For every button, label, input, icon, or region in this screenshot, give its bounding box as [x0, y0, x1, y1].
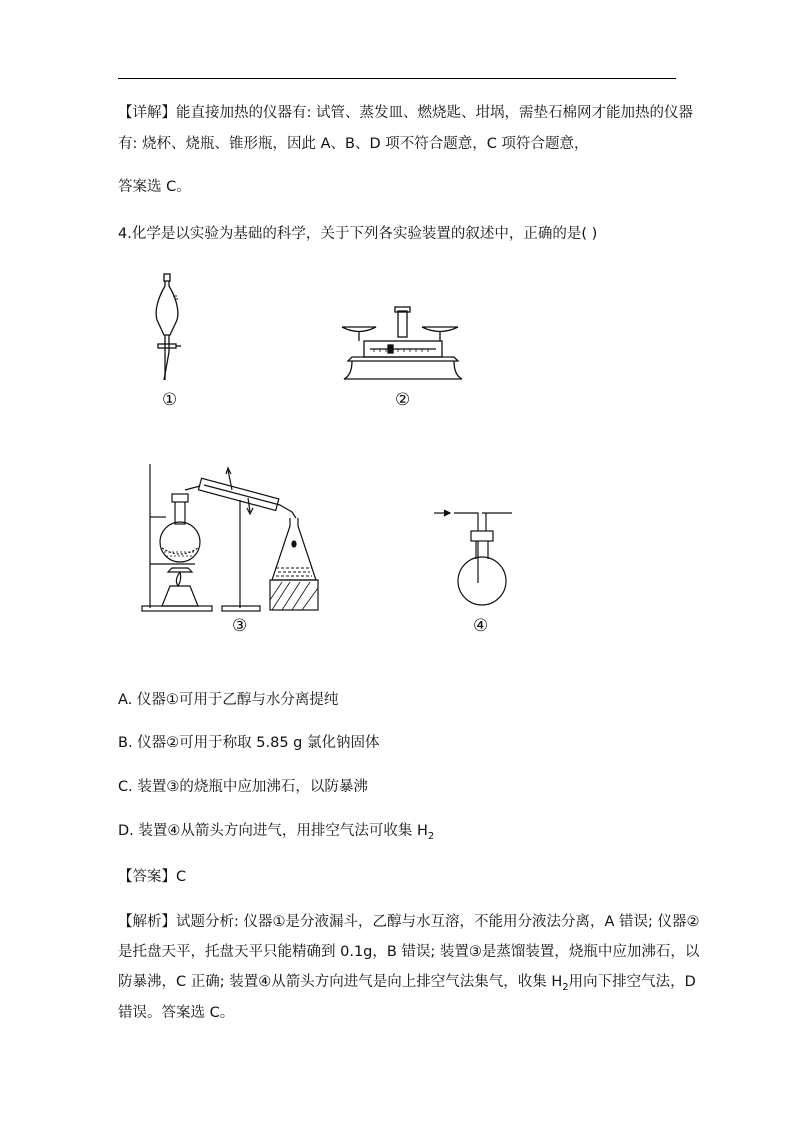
- figure-label-2: ②: [395, 390, 411, 410]
- detail-line-3: 答案选 C。: [118, 179, 191, 195]
- detail-line-1: 【详解】能直接加热的仪器有: 试管、蒸发皿、燃烧匙、坩埚，需垫石棉网才能加热的仪器: [118, 105, 693, 121]
- detail-line-2: 有: 烧杯、烧瓶、锥形瓶，因此 A、B、D 项不符合题意，C 项符合题意，: [118, 136, 589, 152]
- analysis-line-3-subscript: 2: [562, 981, 569, 993]
- analysis-line-1: 【解析】试题分析: 仪器①是分液漏斗，乙醇与水互溶，不能用分液法分离，A 错误; 仪器②: [118, 914, 700, 930]
- option-d-text: D. 装置④从箭头方向进气，用排空气法可收集 H: [118, 823, 428, 839]
- figure-label-3: ③: [232, 616, 248, 636]
- option-d: [118, 821, 434, 847]
- option-b: B. 仪器②可用于称取 5.85 g 氯化钠固体: [118, 735, 380, 751]
- distillation-apparatus-icon: [140, 460, 330, 615]
- analysis-line-2: 是托盘天平，托盘天平只能精确到 0.1g，B 错误; 装置③是蒸馏装置，烧瓶中应加沸石，以: [118, 944, 700, 960]
- figure-label-4: ④: [473, 616, 489, 636]
- header-rule: [118, 78, 676, 79]
- separatory-funnel-icon: [145, 272, 195, 387]
- option-d-subscript: 2: [427, 830, 435, 842]
- gas-collection-flask-icon: [430, 505, 530, 615]
- analysis-line-3-post: 用向下排空气法，D: [568, 974, 696, 990]
- question-stem: 4.化学是以实验为基础的科学，关于下列各实验装置的叙述中，正确的是( ): [118, 226, 598, 242]
- option-a: A. 仪器①可用于乙醇与水分离提纯: [118, 692, 339, 708]
- answer-line: 【答案】C: [118, 869, 187, 885]
- option-c: C. 装置③的烧瓶中应加沸石，以防暴沸: [118, 779, 368, 795]
- balance-icon: [340, 305, 466, 381]
- analysis-line-3: [118, 972, 696, 998]
- analysis-line-3-pre: 防暴沸，C 正确; 装置④从箭头方向进气是向上排空气法集气，收集 H: [118, 974, 563, 990]
- figure-label-1: ①: [162, 390, 178, 410]
- analysis-line-4: 错误。答案选 C。: [118, 1005, 235, 1021]
